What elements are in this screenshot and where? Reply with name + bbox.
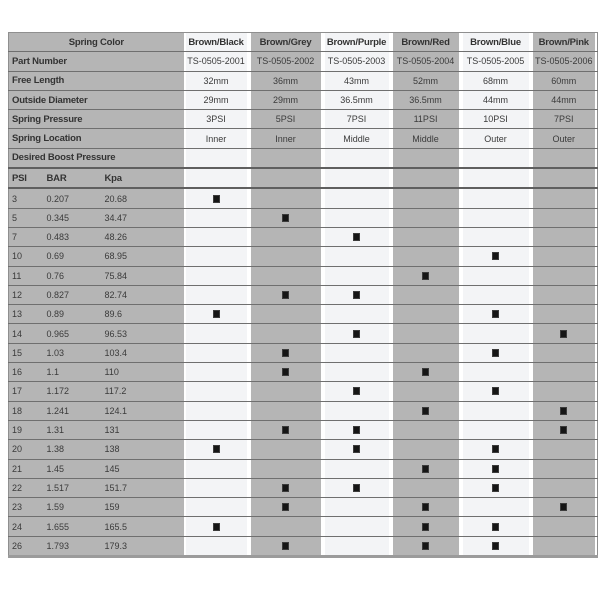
psi-value: 10 (9, 247, 44, 266)
spec-value: 29mm (184, 90, 249, 109)
kpa-value: 124.1 (102, 401, 184, 420)
boost-cell (184, 188, 249, 208)
spec-value: Middle (323, 129, 391, 148)
boost-cell (249, 343, 323, 362)
spec-value: Middle (391, 129, 461, 148)
boost-cell (249, 266, 323, 285)
boost-marker-icon (423, 369, 428, 375)
boost-cell (323, 459, 391, 478)
bar-value: 0.89 (44, 305, 102, 324)
kpa-value: 82.74 (102, 285, 184, 304)
kpa-value: 34.47 (102, 208, 184, 227)
kpa-value: 89.6 (102, 305, 184, 324)
psi-value: 5 (9, 208, 44, 227)
table-body (9, 33, 598, 557)
boost-cell (323, 382, 391, 401)
boost-cell (531, 208, 598, 227)
boost-cell (391, 285, 461, 304)
psi-value: 14 (9, 324, 44, 343)
boost-cell (391, 440, 461, 459)
boost-cell (184, 517, 249, 536)
column-header-brown-grey: Brown/Grey (249, 33, 323, 52)
psi-value: 18 (9, 401, 44, 420)
boost-cell (531, 478, 598, 497)
boost-cell (249, 517, 323, 536)
boost-cell (391, 188, 461, 208)
boost-cell (249, 382, 323, 401)
boost-cell (323, 188, 391, 208)
boost-marker-icon (354, 331, 359, 337)
boost-cell (461, 517, 531, 536)
empty-cell (461, 168, 531, 188)
boost-marker-icon (283, 504, 288, 510)
boost-cell (391, 401, 461, 420)
boost-marker-icon (423, 466, 428, 472)
boost-marker-icon (283, 215, 288, 221)
bar-value: 1.45 (44, 459, 102, 478)
boost-cell (249, 498, 323, 517)
boost-cell (461, 536, 531, 556)
kpa-value: 145 (102, 459, 184, 478)
boost-marker-icon (214, 311, 219, 317)
boost-cell (249, 285, 323, 304)
boost-cell (323, 208, 391, 227)
psi-value: 20 (9, 440, 44, 459)
boost-cell (391, 227, 461, 246)
spec-value: TS-0505-2006 (531, 52, 598, 71)
boost-cell (323, 247, 391, 266)
boost-cell (249, 459, 323, 478)
boost-marker-icon (493, 311, 498, 317)
boost-cell (531, 498, 598, 517)
psi-value: 12 (9, 285, 44, 304)
empty-cell (249, 148, 323, 168)
boost-cell (391, 478, 461, 497)
empty-cell (184, 168, 249, 188)
boost-cell (391, 266, 461, 285)
bar-value: 0.207 (44, 188, 102, 208)
boost-marker-icon (493, 543, 498, 549)
spec-value: TS-0505-2003 (323, 52, 391, 71)
spring-color-header: Spring Color (9, 33, 184, 52)
boost-cell (531, 247, 598, 266)
boost-marker-icon (214, 196, 219, 202)
boost-cell (461, 188, 531, 208)
boost-cell (184, 324, 249, 343)
boost-marker-icon (493, 253, 498, 259)
boost-marker-icon (561, 331, 566, 337)
boost-cell (184, 440, 249, 459)
bar-value: 1.655 (44, 517, 102, 536)
bar-value: 1.517 (44, 478, 102, 497)
boost-cell (323, 363, 391, 382)
kpa-value: 117.2 (102, 382, 184, 401)
boost-cell (531, 227, 598, 246)
boost-cell (184, 285, 249, 304)
spec-value: 68mm (461, 71, 531, 90)
spec-value: 11PSI (391, 110, 461, 129)
boost-cell (249, 227, 323, 246)
psi-value: 21 (9, 459, 44, 478)
boost-cell (391, 324, 461, 343)
boost-marker-icon (423, 504, 428, 510)
kpa-value: 68.95 (102, 247, 184, 266)
bar-value: 1.31 (44, 420, 102, 439)
empty-cell (323, 148, 391, 168)
spec-value: 44mm (461, 90, 531, 109)
boost-cell (531, 440, 598, 459)
spec-value: 52mm (391, 71, 461, 90)
boost-cell (461, 324, 531, 343)
boost-marker-icon (354, 388, 359, 394)
psi-value: 19 (9, 420, 44, 439)
boost-cell (323, 420, 391, 439)
boost-cell (323, 305, 391, 324)
kpa-value: 110 (102, 363, 184, 382)
boost-cell (391, 305, 461, 324)
spec-value: 36mm (249, 71, 323, 90)
column-header-brown-blue: Brown/Blue (461, 33, 531, 52)
spec-value: 36.5mm (323, 90, 391, 109)
boost-cell (461, 420, 531, 439)
boost-marker-icon (423, 524, 428, 530)
boost-marker-icon (354, 234, 359, 240)
psi-value: 13 (9, 305, 44, 324)
boost-marker-icon (561, 427, 566, 433)
boost-marker-icon (493, 466, 498, 472)
bar-value: 0.69 (44, 247, 102, 266)
boost-marker-icon (493, 388, 498, 394)
spec-value: TS-0505-2004 (391, 52, 461, 71)
boost-cell (184, 478, 249, 497)
kpa-value: 20.68 (102, 188, 184, 208)
pressure-unit-header-psi: PSI (9, 168, 44, 188)
spec-value: Outer (461, 129, 531, 148)
spec-value: Inner (184, 129, 249, 148)
spring-spec-table (8, 32, 598, 558)
boost-cell (323, 536, 391, 556)
bar-value: 1.241 (44, 401, 102, 420)
boost-cell (249, 208, 323, 227)
spec-value: 7PSI (323, 110, 391, 129)
spec-value: Outer (531, 129, 598, 148)
bar-value: 1.793 (44, 536, 102, 556)
boost-cell (184, 382, 249, 401)
spec-value: 32mm (184, 71, 249, 90)
boost-cell (184, 247, 249, 266)
boost-cell (391, 247, 461, 266)
spec-value: 10PSI (461, 110, 531, 129)
boost-cell (184, 536, 249, 556)
boost-cell (249, 401, 323, 420)
boost-marker-icon (561, 504, 566, 510)
psi-value: 7 (9, 227, 44, 246)
psi-value: 3 (9, 188, 44, 208)
psi-value: 17 (9, 382, 44, 401)
boost-cell (461, 498, 531, 517)
psi-value: 11 (9, 266, 44, 285)
boost-cell (323, 440, 391, 459)
column-header-brown-red: Brown/Red (391, 33, 461, 52)
boost-cell (391, 363, 461, 382)
pressure-unit-header-kpa: Kpa (102, 168, 184, 188)
kpa-value: 165.5 (102, 517, 184, 536)
boost-marker-icon (493, 350, 498, 356)
kpa-value: 96.53 (102, 324, 184, 343)
boost-cell (184, 208, 249, 227)
boost-cell (461, 440, 531, 459)
boost-cell (391, 459, 461, 478)
boost-cell (531, 188, 598, 208)
boost-marker-icon (283, 292, 288, 298)
boost-cell (391, 536, 461, 556)
bar-value: 1.172 (44, 382, 102, 401)
psi-value: 26 (9, 536, 44, 556)
column-header-brown-pink: Brown/Pink (531, 33, 598, 52)
boost-cell (531, 305, 598, 324)
boost-marker-icon (354, 292, 359, 298)
boost-marker-icon (561, 408, 566, 414)
boost-cell (323, 343, 391, 362)
boost-cell (323, 478, 391, 497)
kpa-value: 151.7 (102, 478, 184, 497)
boost-marker-icon (283, 427, 288, 433)
kpa-value: 131 (102, 420, 184, 439)
boost-cell (531, 382, 598, 401)
boost-cell (184, 401, 249, 420)
empty-cell (461, 148, 531, 168)
boost-cell (531, 285, 598, 304)
boost-cell (391, 208, 461, 227)
psi-value: 16 (9, 363, 44, 382)
spec-value: 3PSI (184, 110, 249, 129)
boost-cell (249, 363, 323, 382)
spec-label-free-length: Free Length (9, 71, 184, 90)
boost-marker-icon (423, 273, 428, 279)
spec-value: 43mm (323, 71, 391, 90)
empty-cell (323, 168, 391, 188)
bar-value: 0.76 (44, 266, 102, 285)
boost-cell (249, 536, 323, 556)
psi-value: 23 (9, 498, 44, 517)
spec-label-spring-pressure: Spring Pressure (9, 110, 184, 129)
kpa-value: 138 (102, 440, 184, 459)
boost-marker-icon (214, 446, 219, 452)
boost-cell (391, 517, 461, 536)
psi-value: 24 (9, 517, 44, 536)
psi-value: 22 (9, 478, 44, 497)
spec-value: 29mm (249, 90, 323, 109)
boost-cell (461, 247, 531, 266)
boost-cell (461, 343, 531, 362)
boost-cell (249, 188, 323, 208)
boost-cell (249, 324, 323, 343)
boost-cell (461, 285, 531, 304)
column-header-brown-purple: Brown/Purple (323, 33, 391, 52)
desired-boost-pressure-label: Desired Boost Pressure (9, 148, 184, 168)
boost-cell (184, 363, 249, 382)
bar-value: 0.965 (44, 324, 102, 343)
boost-cell (461, 305, 531, 324)
spec-value: Inner (249, 129, 323, 148)
empty-cell (184, 148, 249, 168)
boost-cell (531, 401, 598, 420)
boost-marker-icon (423, 543, 428, 549)
kpa-value: 179.3 (102, 536, 184, 556)
boost-cell (391, 420, 461, 439)
boost-cell (249, 478, 323, 497)
spec-label-part-number: Part Number (9, 52, 184, 71)
boost-cell (184, 459, 249, 478)
boost-marker-icon (283, 485, 288, 491)
boost-cell (391, 343, 461, 362)
boost-cell (323, 266, 391, 285)
boost-cell (249, 420, 323, 439)
bar-value: 0.483 (44, 227, 102, 246)
kpa-value: 159 (102, 498, 184, 517)
boost-marker-icon (283, 350, 288, 356)
boost-cell (323, 324, 391, 343)
boost-cell (184, 498, 249, 517)
boost-cell (461, 227, 531, 246)
empty-cell (249, 168, 323, 188)
boost-cell (531, 363, 598, 382)
boost-cell (184, 266, 249, 285)
boost-cell (531, 324, 598, 343)
boost-cell (184, 343, 249, 362)
empty-cell (391, 168, 461, 188)
spec-value: 5PSI (249, 110, 323, 129)
boost-cell (461, 266, 531, 285)
empty-cell (391, 148, 461, 168)
boost-marker-icon (354, 485, 359, 491)
boost-cell (461, 478, 531, 497)
pressure-unit-header-bar: BAR (44, 168, 102, 188)
spec-value: 36.5mm (391, 90, 461, 109)
kpa-value: 103.4 (102, 343, 184, 362)
bar-value: 0.827 (44, 285, 102, 304)
boost-cell (184, 420, 249, 439)
spec-value: TS-0505-2002 (249, 52, 323, 71)
boost-cell (461, 382, 531, 401)
boost-cell (184, 227, 249, 246)
kpa-value: 48.26 (102, 227, 184, 246)
boost-marker-icon (493, 485, 498, 491)
boost-cell (323, 285, 391, 304)
bar-value: 0.345 (44, 208, 102, 227)
spec-value: TS-0505-2001 (184, 52, 249, 71)
bar-value: 1.59 (44, 498, 102, 517)
boost-marker-icon (423, 408, 428, 414)
column-header-brown-black: Brown/Black (184, 33, 249, 52)
boost-cell (249, 305, 323, 324)
boost-cell (391, 382, 461, 401)
spec-label-outside-diameter: Outside Diameter (9, 90, 184, 109)
boost-cell (461, 459, 531, 478)
boost-cell (323, 517, 391, 536)
empty-cell (531, 168, 598, 188)
boost-cell (249, 440, 323, 459)
spec-value: 60mm (531, 71, 598, 90)
boost-cell (461, 401, 531, 420)
boost-cell (531, 266, 598, 285)
boost-marker-icon (354, 446, 359, 452)
spec-value: 44mm (531, 90, 598, 109)
boost-cell (461, 363, 531, 382)
boost-cell (531, 459, 598, 478)
boost-cell (531, 517, 598, 536)
boost-marker-icon (493, 524, 498, 530)
boost-cell (531, 420, 598, 439)
boost-marker-icon (283, 369, 288, 375)
bar-value: 1.1 (44, 363, 102, 382)
boost-marker-icon (354, 427, 359, 433)
boost-cell (531, 536, 598, 556)
psi-value: 15 (9, 343, 44, 362)
boost-cell (323, 227, 391, 246)
boost-marker-icon (214, 524, 219, 530)
boost-marker-icon (283, 543, 288, 549)
spec-label-spring-location: Spring Location (9, 129, 184, 148)
boost-cell (323, 401, 391, 420)
bar-value: 1.38 (44, 440, 102, 459)
boost-cell (184, 305, 249, 324)
spec-value: TS-0505-2005 (461, 52, 531, 71)
kpa-value: 75.84 (102, 266, 184, 285)
boost-cell (531, 343, 598, 362)
boost-cell (249, 247, 323, 266)
empty-cell (531, 148, 598, 168)
spec-value: 7PSI (531, 110, 598, 129)
boost-marker-icon (493, 446, 498, 452)
bar-value: 1.03 (44, 343, 102, 362)
boost-cell (391, 498, 461, 517)
boost-cell (323, 498, 391, 517)
boost-cell (461, 208, 531, 227)
